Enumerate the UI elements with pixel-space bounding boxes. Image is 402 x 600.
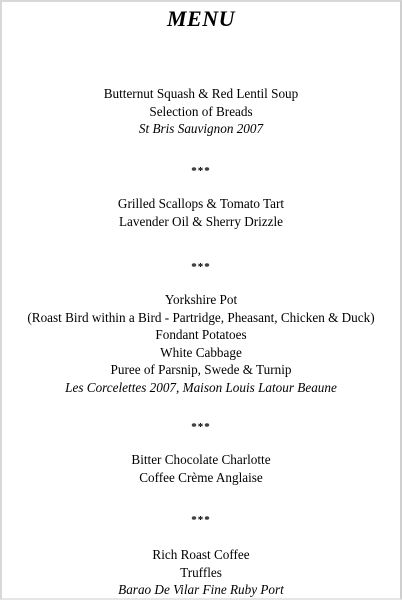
course-coffee	[2, 546, 400, 599]
course-line: Puree of Parsnip, Swede & Turnip	[110, 362, 292, 377]
course-separator: ***	[191, 261, 211, 273]
course-line: Grilled Scallops & Tomato Tart	[117, 196, 285, 211]
course-line: Yorkshire Pot	[164, 292, 238, 307]
course-line: Lavender Oil & Sherry Drizzle	[118, 213, 284, 229]
course-line: Butternut Squash & Red Lentil Soup	[103, 86, 299, 101]
course-dessert	[2, 451, 400, 486]
menu-title: MENU	[166, 6, 235, 31]
course-line: Bitter Chocolate Charlotte	[131, 452, 271, 467]
course-line: (Roast Bird within a Bird - Partridge, Pheasant, Chicken & Duck)	[27, 309, 375, 325]
wine-pairing: Barao De Vilar Fine Ruby Port	[118, 582, 284, 597]
course-separator: ***	[191, 165, 211, 177]
course-line: White Cabbage	[160, 344, 242, 360]
course-main	[2, 291, 400, 396]
course-separator: ***	[191, 514, 211, 526]
course-line: Selection of Breads	[149, 103, 253, 119]
course-scallops	[2, 195, 400, 230]
wine-pairing: St Bris Sauvignon 2007	[138, 121, 264, 136]
course-separator: ***	[191, 421, 211, 433]
course-line: Rich Roast Coffee	[152, 547, 250, 562]
course-line: Fondant Potatoes	[155, 327, 247, 342]
course-line: Coffee Crème Anglaise	[139, 469, 263, 485]
course-line: Truffles	[180, 564, 222, 580]
wine-pairing: Les Corcelettes 2007, Maison Louis Latour Beaune	[65, 379, 337, 395]
course-soup	[2, 85, 400, 138]
